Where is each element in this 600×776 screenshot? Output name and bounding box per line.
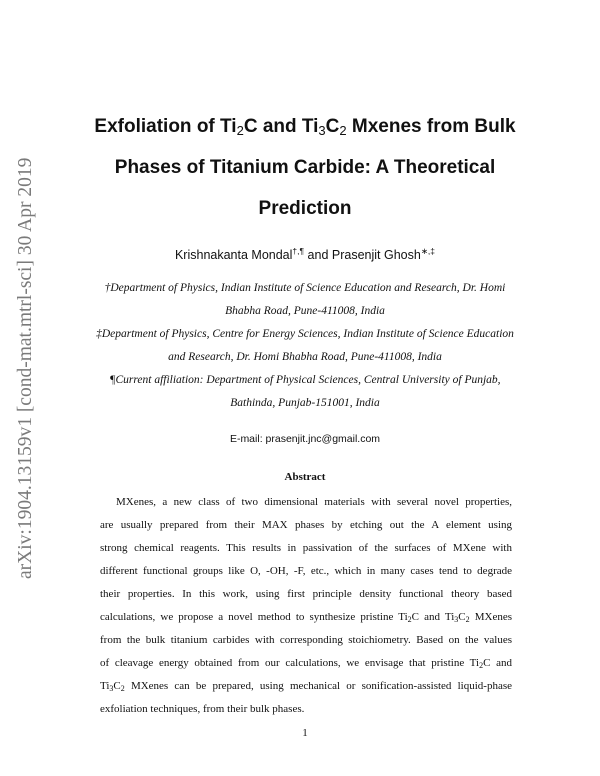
abstract-line: $Ti_3C_2$ MXenes can be prepared, using mechanical or sonification-assisted liquid-phase	[100, 680, 512, 693]
abstract-body	[100, 491, 512, 721]
abstract-line: from the bulk titanium carbides with corresponding stoichiometry. Based on the values	[100, 634, 512, 646]
title-line-1: Exfoliation of $Ti_2C$ and $Ti_3C_2$ Mxenes from Bulk	[94, 116, 516, 138]
author-1-name: Krishnakanta Mondal	[174, 248, 293, 262]
corresponding-email: E-mail: prasenjit.jnc@gmail.com	[229, 433, 381, 445]
affiliation-3: ¶Current affiliation: Department of Physical Sciences, Central University of Punjab, Bathinda, Punjab-151001, India	[109, 374, 501, 409]
author-list: Krishnakanta Mondal†,¶ and Prasenjit Ghosh∗,‡	[174, 246, 436, 262]
affiliation-1: †Department of Physics, Indian Institute of Science Education and Research, Dr. Homi Bhabha Road, Pune-411008, India	[104, 282, 506, 317]
page-number: 1	[302, 727, 308, 739]
affiliation-2: ‡Department of Physics, Centre for Energy Sciences, Indian Institute of Science Education and Research, Dr. Homi Bhabha Road, Pune-411008, India	[96, 328, 514, 363]
abstract-line: strong chemical reagents. This results in passivation of the surfaces of MXene with	[100, 542, 512, 554]
abstract-line: exfoliation techniques, from their bulk phases.	[100, 703, 305, 715]
author-1-affiliation-marks: †,¶	[292, 246, 305, 256]
arxiv-identifier-stamp: arXiv:1904.13159v1 [cond-mat.mtrl-sci] 30 Apr 2019	[15, 157, 36, 579]
title-line-2: Phases of Titanium Carbide: A Theoretical	[114, 157, 496, 178]
abstract-line: calculations, we propose a novel method to synthesize pristine $Ti_2C$ and $Ti_3C_2$ MXenes	[100, 611, 512, 624]
author-2-name: Prasenjit Ghosh	[331, 248, 421, 262]
abstract-line: their properties. In this work, using first principle density functional theory based	[100, 588, 512, 600]
author-2-affiliation-marks: ∗,‡	[420, 246, 436, 256]
abstract-heading: Abstract	[284, 471, 326, 483]
abstract-line: are usually prepared from their MAX phases by etching out the A element using	[100, 519, 512, 531]
abstract-line: MXenes, a new class of two dimensional materials with several novel properties,	[116, 496, 512, 508]
abstract-line: different functional groups like O, -OH, -F, etc., which in many cases tend to degrade	[100, 565, 512, 577]
paper-title	[60, 106, 550, 229]
abstract-line: of cleavage energy obtained from our calculations, we envisage that pristine $Ti_2C$ and	[100, 657, 512, 670]
title-line-3: Prediction	[258, 198, 352, 219]
